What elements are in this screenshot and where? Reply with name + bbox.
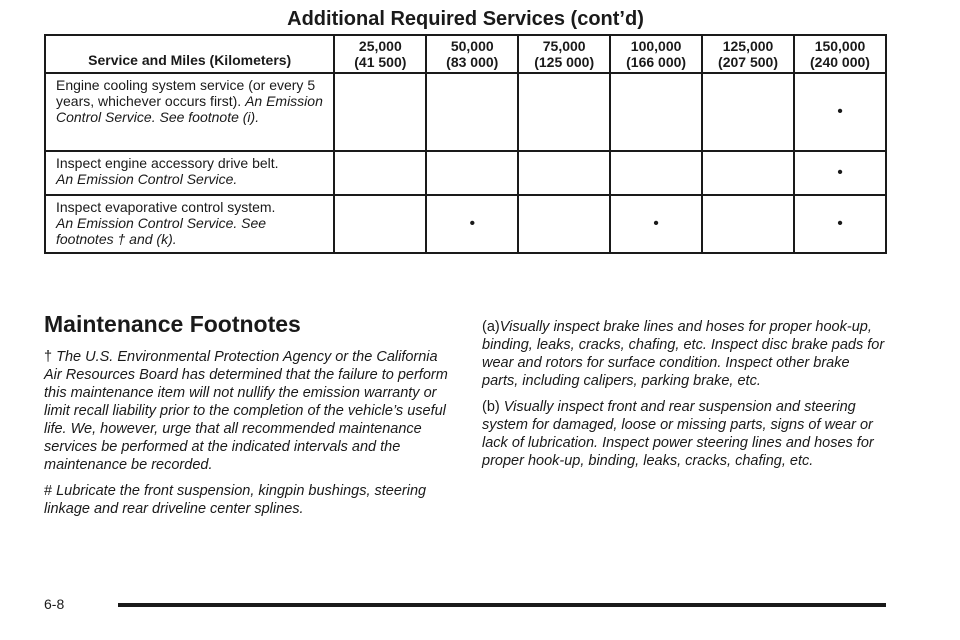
service-description bbox=[45, 195, 334, 253]
interval-km: (166 000) bbox=[626, 54, 687, 70]
service-description bbox=[45, 151, 334, 195]
services-table bbox=[44, 34, 887, 254]
interval-mark bbox=[610, 73, 702, 151]
footnote-text: Visually inspect front and rear suspension and steering system for damaged, loose or missing parts, signs of wear or lack of lubrication. Inspect power steering lines and hoses for proper hook-up, binding, leaks, cracks, chafing, etc. bbox=[482, 399, 874, 469]
header-interval-4 bbox=[610, 35, 702, 73]
interval-km: (240 000) bbox=[810, 54, 870, 70]
interval-mark: • bbox=[794, 73, 886, 151]
interval-miles: 100,000 bbox=[630, 38, 682, 54]
table-row bbox=[45, 73, 886, 151]
interval-miles: 50,000 bbox=[450, 38, 494, 54]
header-service-miles: Service and Miles (Kilometers) bbox=[45, 35, 334, 73]
service-note: An Emission Control Service. bbox=[56, 171, 238, 187]
interval-mark bbox=[334, 151, 426, 195]
footnote-text: The U.S. Environmental Protection Agency or the California Air Resources Board has determined that the failure to perform this maintenance item will not nullify the emission warranty or limit recall liability prior to the completion of the vehicle’s useful life. We, however, urge that all recommended maintenance services be performed at the indicated intervals and the maintenance be recorded. bbox=[44, 349, 448, 473]
footnote-dagger bbox=[44, 348, 454, 474]
interval-miles: 150,000 bbox=[814, 38, 866, 54]
interval-km: (207 500) bbox=[718, 54, 778, 70]
header-interval-6 bbox=[794, 35, 886, 73]
footnotes-right-column bbox=[482, 318, 887, 478]
service-description bbox=[45, 73, 334, 151]
footnote-b bbox=[482, 398, 887, 470]
service-note: An Emission Control Service. See footnotes † and (k). bbox=[56, 215, 267, 247]
interval-km: (41 500) bbox=[354, 54, 407, 70]
interval-miles: 75,000 bbox=[542, 38, 586, 54]
footnote-label: (a) bbox=[482, 319, 500, 335]
footnotes-left-column bbox=[44, 310, 454, 526]
interval-miles: 25,000 bbox=[358, 38, 402, 54]
interval-mark: • bbox=[794, 151, 886, 195]
table-row bbox=[45, 151, 886, 195]
page-number: 6-8 bbox=[44, 596, 65, 612]
header-interval-3 bbox=[518, 35, 610, 73]
interval-mark bbox=[702, 195, 794, 253]
header-interval-2 bbox=[426, 35, 518, 73]
header-interval-1 bbox=[334, 35, 426, 73]
interval-mark bbox=[334, 73, 426, 151]
interval-miles: 125,000 bbox=[722, 38, 774, 54]
interval-mark: • bbox=[426, 195, 518, 253]
footnote-label: (b) bbox=[482, 399, 500, 415]
table-title: Additional Required Services (cont’d) bbox=[287, 8, 644, 30]
header-interval-5 bbox=[702, 35, 794, 73]
footnote-hash bbox=[44, 482, 454, 518]
interval-km: (125 000) bbox=[534, 54, 595, 70]
service-text: Engine cooling system service (or every 5 years, whichever occurs first). bbox=[56, 77, 316, 109]
footnote-symbol: † bbox=[44, 349, 53, 365]
table-row bbox=[45, 195, 886, 253]
footnote-text: Lubricate the front suspension, kingpin bushings, steering linkage and rear driveline center splines. bbox=[44, 483, 427, 517]
interval-mark bbox=[702, 151, 794, 195]
footer-rule bbox=[118, 603, 886, 607]
interval-mark bbox=[518, 151, 610, 195]
interval-mark bbox=[610, 151, 702, 195]
table-header-row bbox=[45, 35, 886, 73]
interval-mark bbox=[426, 151, 518, 195]
service-text: Inspect evaporative control system. bbox=[56, 199, 276, 215]
interval-km: (83 000) bbox=[446, 54, 499, 70]
interval-mark: • bbox=[610, 195, 702, 253]
interval-mark bbox=[426, 73, 518, 151]
interval-mark: • bbox=[794, 195, 886, 253]
interval-mark bbox=[518, 195, 610, 253]
footnote-text: Visually inspect brake lines and hoses for proper hook-up, binding, leaks, cracks, chafing, etc. Inspect disc brake pads for wear and rotors for surface condition. Inspect other brake parts, including calipers, parking brake, etc. bbox=[482, 319, 885, 389]
interval-mark bbox=[518, 73, 610, 151]
service-note: An Emission Control Service. See footnote (i). bbox=[56, 93, 323, 125]
footnote-a bbox=[482, 318, 887, 390]
interval-mark bbox=[334, 195, 426, 253]
interval-mark bbox=[702, 73, 794, 151]
footnote-symbol: # bbox=[44, 483, 53, 499]
footnotes-heading: Maintenance Footnotes bbox=[44, 311, 301, 337]
service-text: Inspect engine accessory drive belt. bbox=[56, 155, 279, 171]
